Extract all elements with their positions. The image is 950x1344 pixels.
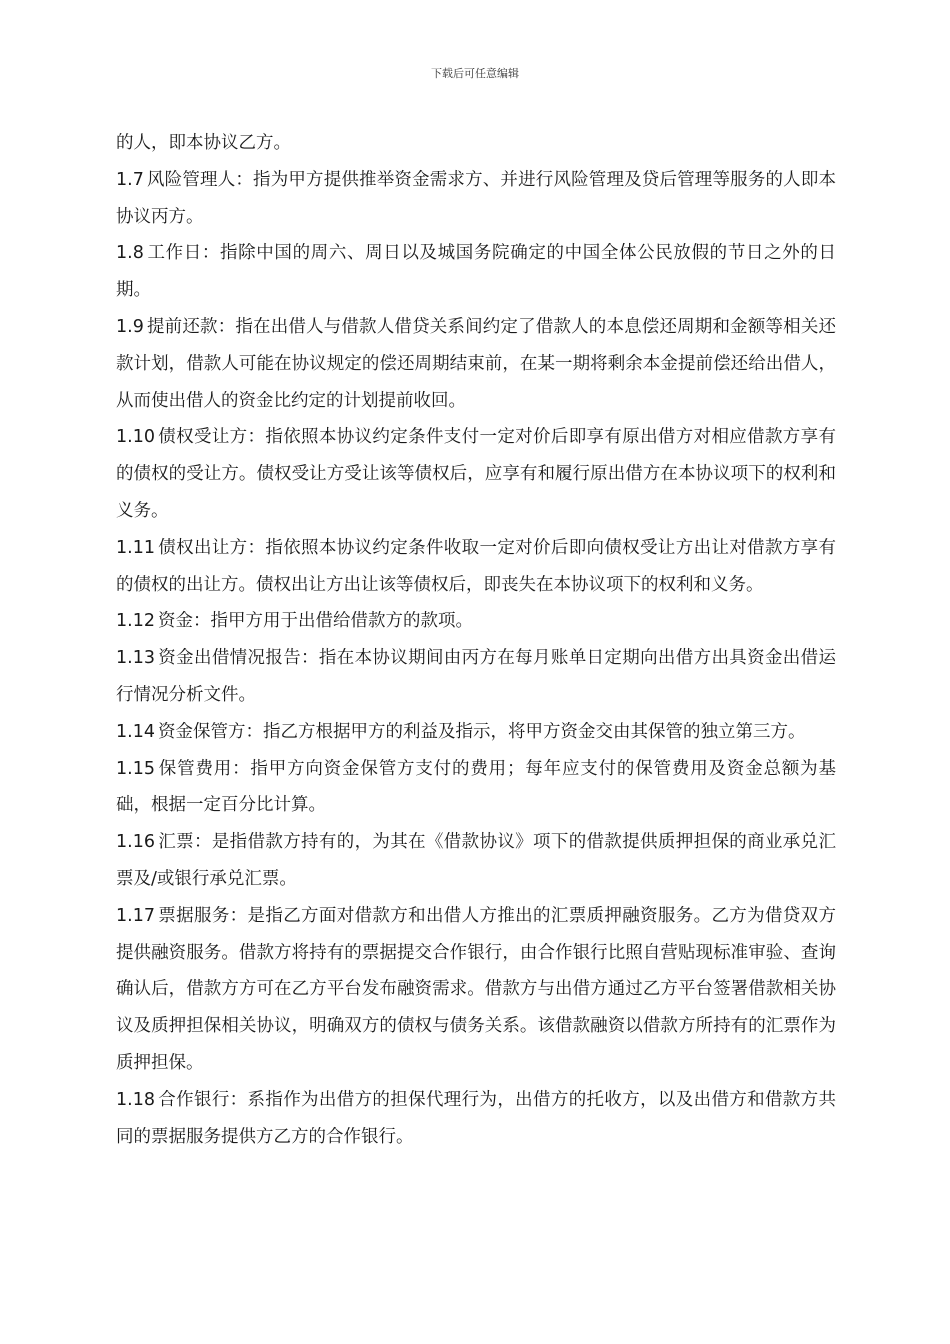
clause-number: 1.15 xyxy=(116,758,155,779)
clause-1-15 xyxy=(116,751,836,825)
clause-number: 1.7 xyxy=(116,169,144,190)
clause-1-12 xyxy=(116,603,836,640)
clause-text: 债权出让方：指依照本协议约定条件收取一定对价后即向债权受让方出让对借款方享有的债权的出让方。债权出让方出让该等债权后，即丧失在本协议项下的权利和义务。 xyxy=(116,537,836,595)
clause-text: 风险管理人：指为甲方提供推举资金需求方、并进行风险管理及贷后管理等服务的人即本协议丙方。 xyxy=(116,169,836,227)
document-body xyxy=(116,125,836,1155)
clause-text: 合作银行：系指作为出借方的担保代理行为，出借方的托收方，以及出借方和借款方共同的票据服务提供方乙方的合作银行。 xyxy=(116,1089,836,1147)
clause-number: 1.14 xyxy=(116,721,155,742)
clause-1-16 xyxy=(116,824,836,898)
clause-text: 保管费用：指甲方向资金保管方支付的费用；每年应支付的保管费用及资金总额为基础，根据一定百分比计算。 xyxy=(116,758,836,816)
clause-text: 资金：指甲方用于出借给借款方的款项。 xyxy=(157,611,473,632)
page-header-note: 下载后可任意编辑 xyxy=(431,67,519,80)
clause-number: 1.8 xyxy=(116,243,144,264)
clause-1-7 xyxy=(116,162,836,236)
clause-1-13 xyxy=(116,640,836,714)
clause-1-10 xyxy=(116,419,836,529)
clause-1-14 xyxy=(116,714,836,751)
clause-number: 1.10 xyxy=(116,427,155,448)
clause-text: 票据服务：是指乙方面对借款方和出借人方推出的汇票质押融资服务。乙方为借贷双方提供融资服务。借款方将持有的票据提交合作银行，由合作银行比照自营贴现标准审验、查询确认后，借款方方可在乙方平台发布融资需求。借款方与出借方通过乙方平台签署借款相关协议及质押担保相关协议，明确双方的债权与债务关系。该借款融资以借款方所持有的汇票作为质押担保。 xyxy=(116,905,836,1073)
clause-number: 1.18 xyxy=(116,1089,155,1110)
clause-number: 1.13 xyxy=(116,648,155,669)
clause-number: 1.16 xyxy=(116,832,155,853)
clause-1-17 xyxy=(116,898,836,1082)
clause-number: 1.17 xyxy=(116,905,155,926)
clause-1-8 xyxy=(116,235,836,309)
paragraph-text: 的人，即本协议乙方。 xyxy=(116,133,291,153)
clause-1-11 xyxy=(116,530,836,604)
clause-number: 1.11 xyxy=(116,537,155,558)
clause-number: 1.9 xyxy=(116,316,144,337)
clause-text: 提前还款：指在出借人与借款人借贷关系间约定了借款人的本息偿还周期和金额等相关还款计划，借款人可能在协议规定的偿还周期结束前，在某一期将剩余本金提前偿还给出借人，从而使出借人的资金比约定的计划提前收回。 xyxy=(116,316,836,411)
clause-text: 资金出借情况报告：指在本协议期间由丙方在每月账单日定期向出借方出具资金出借运行情况分析文件。 xyxy=(116,648,836,705)
paragraph-continuation xyxy=(116,125,836,162)
clause-text: 工作日：指除中国的周六、周日以及城国务院确定的中国全体公民放假的节日之外的日期。 xyxy=(116,243,836,301)
clause-1-9 xyxy=(116,309,836,419)
clause-number: 1.12 xyxy=(116,611,155,632)
clause-text: 债权受让方：指依照本协议约定条件支付一定对价后即享有原出借方对相应借款方享有的债权的受让方。债权受让方受让该等债权后，应享有和履行原出借方在本协议项下的权利和义务。 xyxy=(116,427,836,521)
clause-1-18 xyxy=(116,1082,836,1156)
clause-text: 资金保管方：指乙方根据甲方的利益及指示，将甲方资金交由其保管的独立第三方。 xyxy=(157,721,806,742)
clause-text: 汇票：是指借款方持有的，为其在《借款协议》项下的借款提供质押担保的商业承兑汇票及/或银行承兑汇票。 xyxy=(116,832,836,889)
